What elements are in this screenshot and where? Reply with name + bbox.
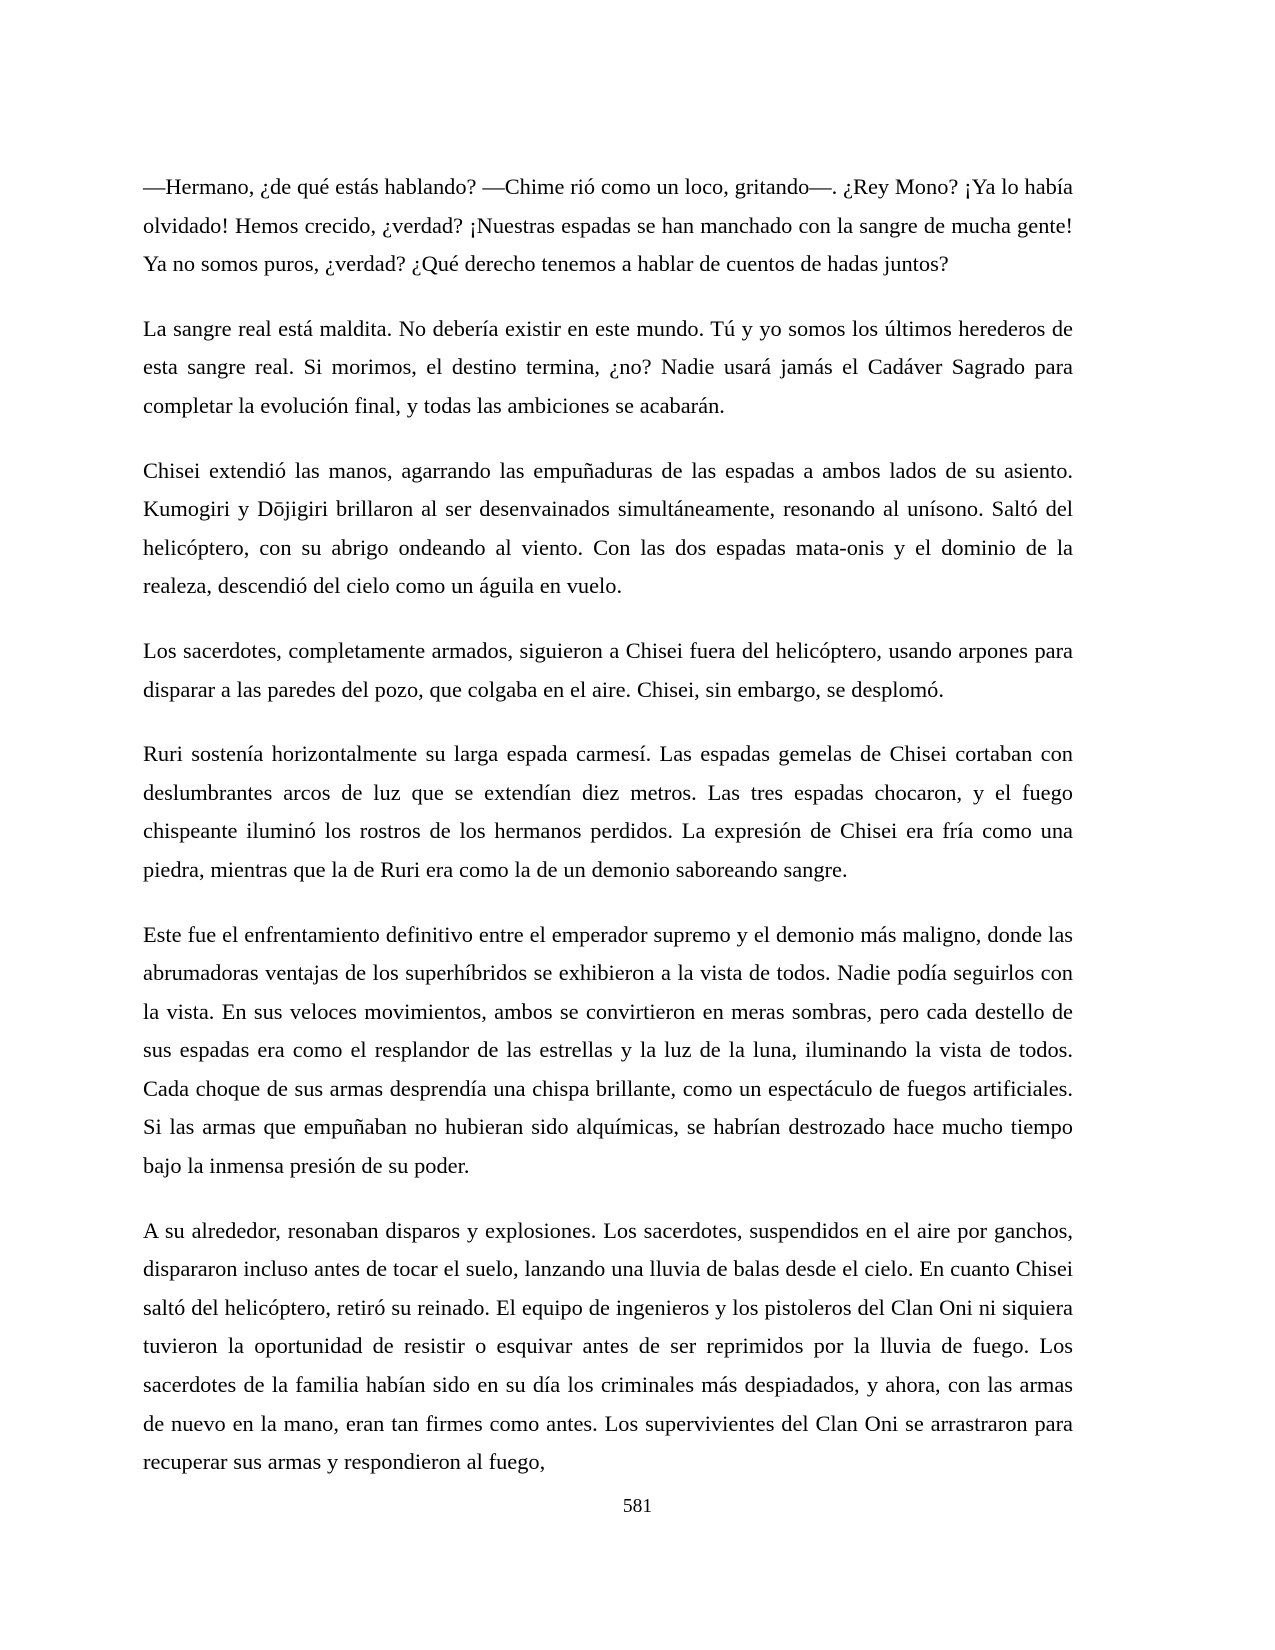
page-number: 581	[622, 1496, 653, 1517]
body-paragraph-7: A su alrededor, resonaban disparos y explosiones. Los sacerdotes, suspendidos en el aire por ganchos, dispararon incluso antes de tocar el suelo, lanzando una lluvia de balas desde el cielo. En cuanto Chisei saltó del helicóptero, retiró su reinado. El equipo de ingenieros y los pistoleros del Clan Oni ni siquiera tuvieron la oportunidad de resistir o esquivar antes de ser reprimidos por la lluvia de fuego. Los sacerdotes de la familia habían sido en su día los criminales más despiadados, y ahora, con las armas de nuevo en la mano, eran tan firmes como antes. Los supervivientes del Clan Oni se arrastraron para recuperar sus armas y respondieron al fuego,	[143, 1217, 1073, 1475]
body-paragraph-4: Los sacerdotes, completamente armados, siguieron a Chisei fuera del helicóptero, usando arpones para disparar a las paredes del pozo, que colgaba en el aire. Chisei, sin embargo, se desplomó.	[143, 637, 1073, 702]
body-paragraph-3: Chisei extendió las manos, agarrando las empuñaduras de las espadas a ambos lados de su asiento. Kumogiri y Dōjigiri brillaron al ser desenvainados simultáneamente, resonando al unísono. Saltó del helicóptero, con su abrigo ondeando al viento. Con las dos espadas mata-onis y el dominio de la realeza, descendió del cielo como un águila en vuelo.	[143, 457, 1073, 599]
body-text-column	[143, 168, 1073, 1482]
body-paragraph-6: Este fue el enfrentamiento definitivo entre el emperador supremo y el demonio más maligno, donde las abrumadoras ventajas de los superhíbridos se exhibieron a la vista de todos. Nadie podía seguirlos con la vista. En sus veloces movimientos, ambos se convirtieron en meras sombras, pero cada destello de sus espadas era como el resplandor de las estrellas y la luz de la luna, iluminando la vista de todos. Cada choque de sus armas desprendía una chispa brillante, como un espectáculo de fuegos artificiales. Si las armas que empuñaban no hubieran sido alquímicas, se habrían destrozado hace mucho tiempo bajo la inmensa presión de su poder.	[143, 921, 1073, 1179]
body-paragraph-5: Ruri sostenía horizontalmente su larga espada carmesí. Las espadas gemelas de Chisei cortaban con deslumbrantes arcos de luz que se extendían diez metros. Las tres espadas chocaron, y el fuego chispeante iluminó los rostros de los hermanos perdidos. La expresión de Chisei era fría como una piedra, mientras que la de Ruri era como la de un demonio saboreando sangre.	[143, 741, 1073, 882]
body-paragraph-2: La sangre real está maldita. No debería existir en este mundo. Tú y yo somos los últimos herederos de esta sangre real. Si morimos, el destino termina, ¿no? Nadie usará jamás el Cadáver Sagrado para completar la evolución final, y todas las ambiciones se acabarán.	[143, 315, 1073, 418]
body-paragraph-1: —Hermano, ¿de qué estás hablando? —Chime rió como un loco, gritando—. ¿Rey Mono? ¡Ya lo había olvidado! Hemos crecido, ¿verdad? ¡Nuestras espadas se han manchado con la sangre de mucha gente! Ya no somos puros, ¿verdad? ¿Qué derecho tenemos a hablar de cuentos de hadas juntos?	[143, 174, 1073, 277]
